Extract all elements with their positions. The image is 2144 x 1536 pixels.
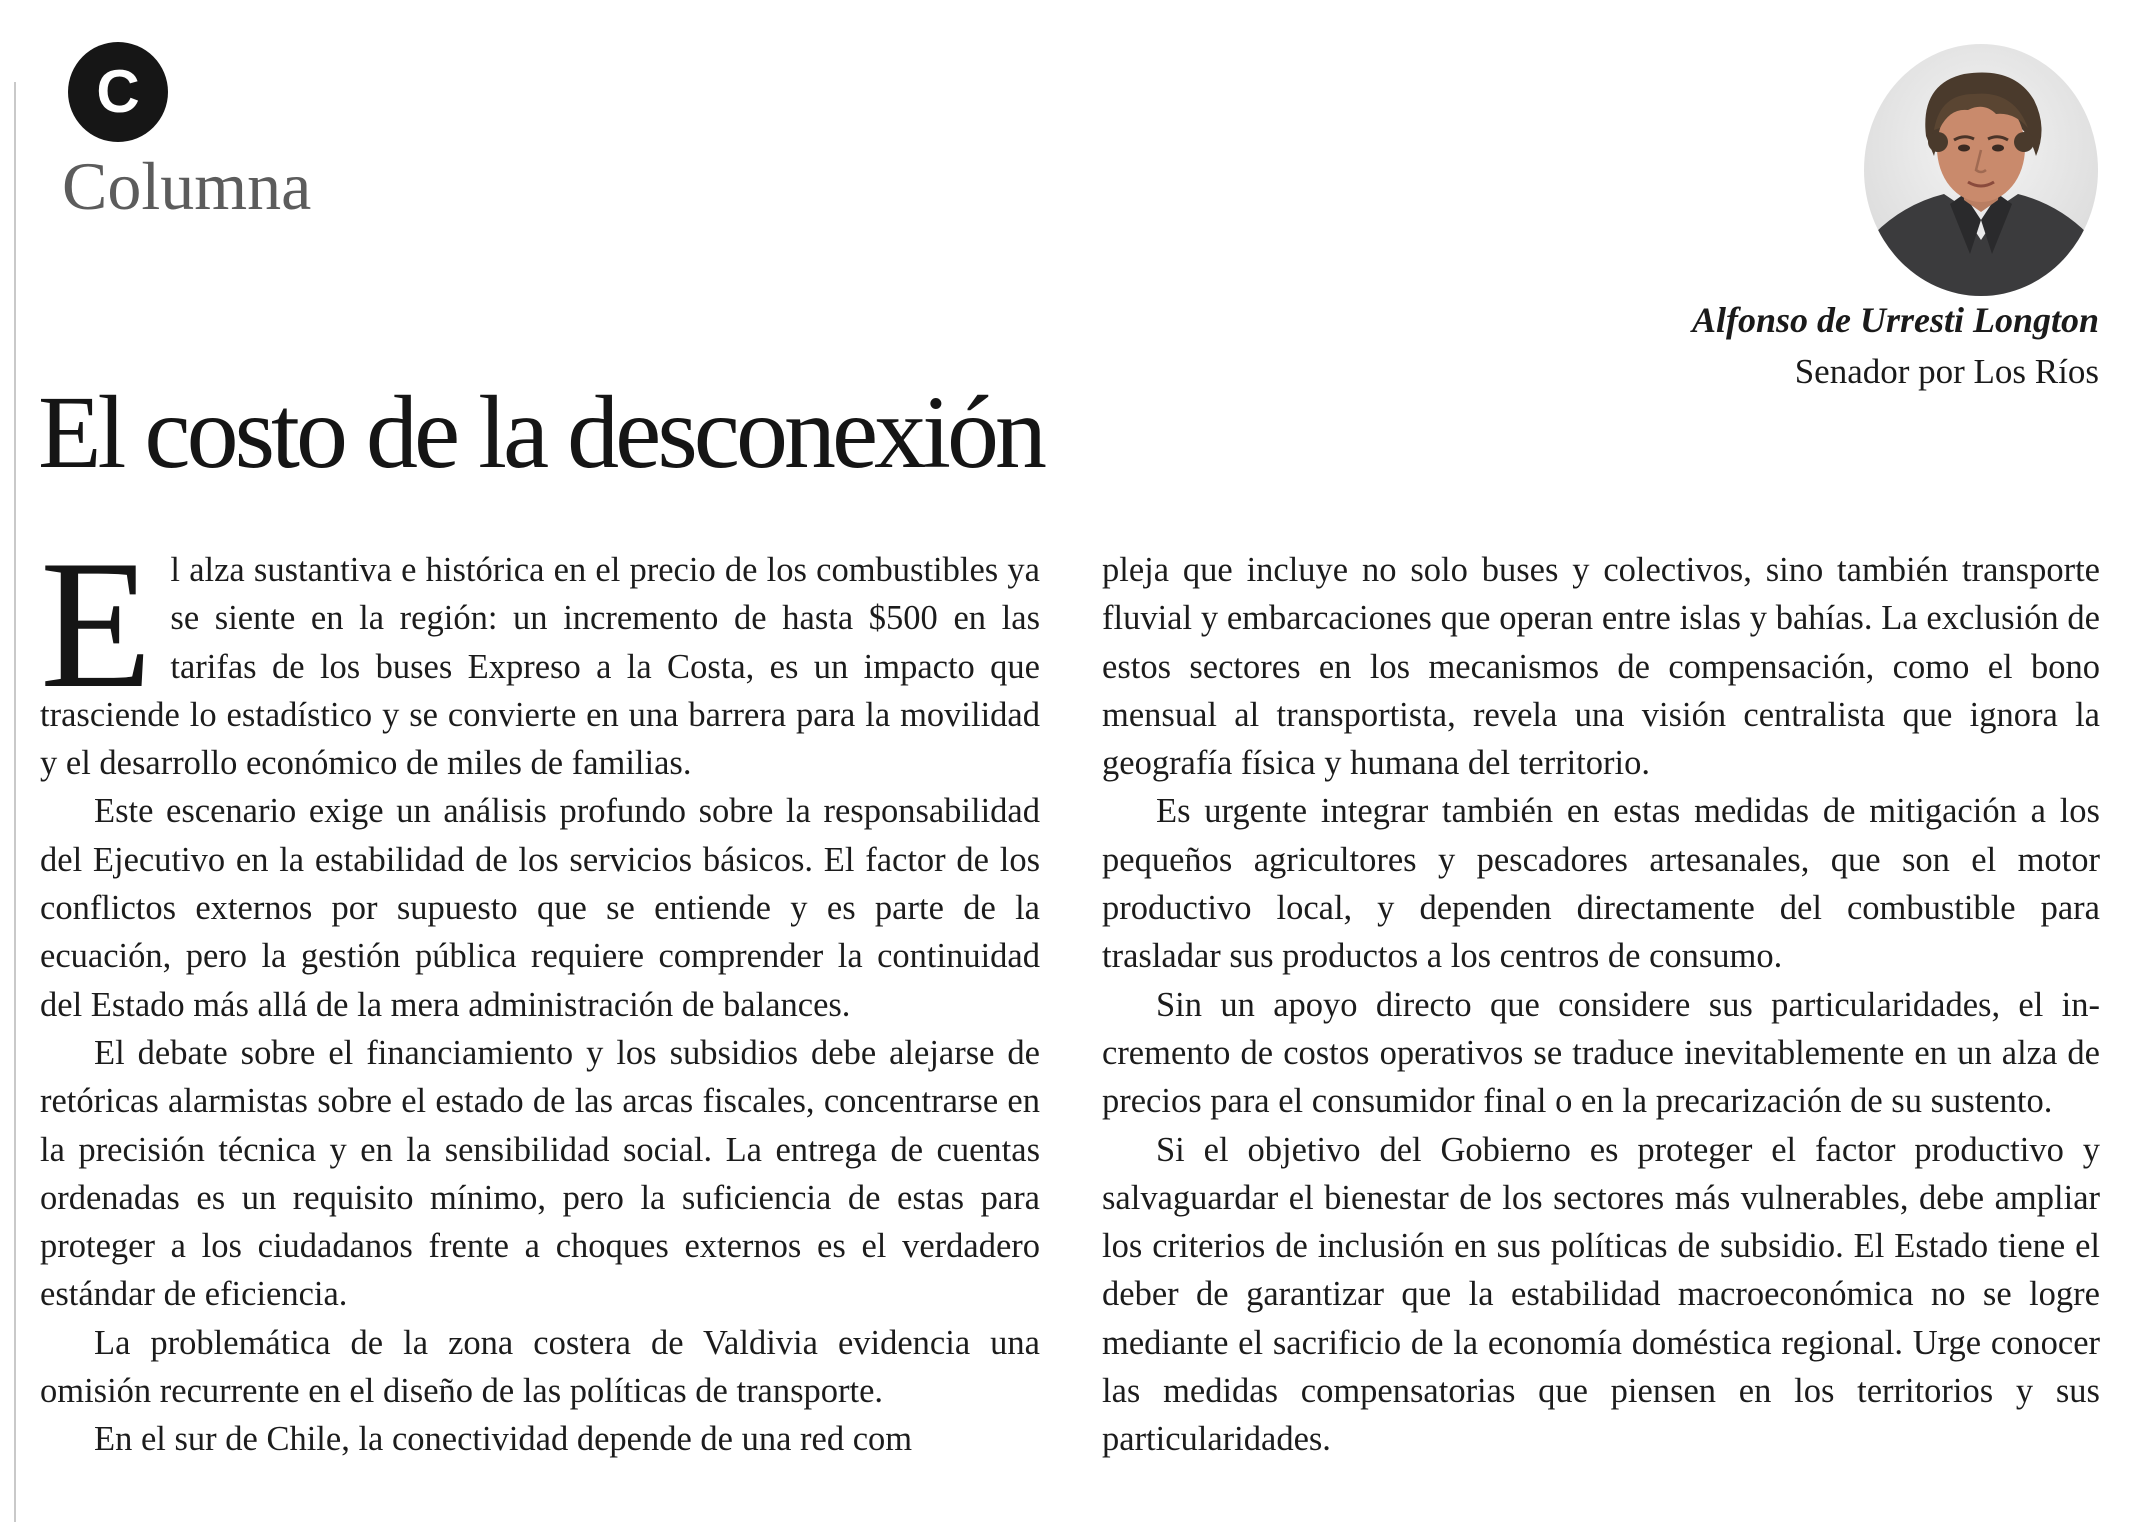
article-paragraph: La problemática de la zona costera de Valdivia evidencia una omisión recurrente en el diseño de las políticas de transporte. (40, 1323, 1040, 1411)
page-left-rule (14, 82, 16, 1522)
section-label: Columna (62, 148, 312, 224)
article-column-left (40, 522, 1040, 1464)
article-paragraph: pleja que incluye no solo buses y colectivos, sino también transporte fluvial y embarcaciones que operan entre islas y bahías. La exclusión de estos sectores en los mecanismos de compensación, como el bono mensual al transportista, revela una visión centralista que ignora la geografía física y humana del territorio. (1102, 551, 2100, 783)
article-headline: El costo de la desconexión (38, 375, 1044, 490)
article-paragraph: Si el objetivo del Gobierno es proteger el factor productivo y salvaguardar el bienestar de los sectores más vulnerables, debe ampliar los criterios de inclusión en sus políticas de subsidio. El Estado tiene el deber de garantizar que la estabilidad macroeconómica no se logre mediante el sacrificio de la economía doméstica regional. Urge conocer las medidas compensatorias que piensen en los territorios y sus particularidades. (1102, 1130, 2100, 1459)
article-paragraph: Este escenario exige un análisis profundo sobre la responsabilidad del Ejecutivo en la estabilidad de los servicios básicos. El factor de los conflictos externos por supuesto que se entiende y es parte de la ecuación, pero la gestión pública requiere comprender la continuidad del Estado más allá de la mera administración de balances. (40, 792, 1040, 1024)
article-paragraph: Es urgente integrar también en estas medidas de mitigación a los pequeños agricultores y pescadores artesanales, que son el motor productivo local, y dependen directamente del combustible para trasladar sus productos a los centros de consumo. (1102, 792, 2100, 976)
author-name: Alfonso de Urresti Longton (1691, 300, 2099, 340)
paragraph-text: l alza sustantiva e histórica en el precio de los combustibles ya se siente en la región: un incremento de hasta $500 en las tarifas de los buses Expreso a la Costa, es un impacto que trasciende lo estadístico y se convierte en una barrera para la movilidad y el desarrollo económico de miles de familias. (40, 551, 1040, 783)
article-column-right (1102, 546, 2100, 1464)
author-role: Senador por Los Ríos (1794, 352, 2099, 391)
drop-cap: E (40, 522, 153, 726)
article-paragraph: El debate sobre el financiamiento y los subsidios debe alejarse de retóricas alarmistas sobre el estado de las arcas fiscales, concentrarse en la precisión técnica y en la sensibilidad social. La entrega de cuentas ordenadas es un requisito mínimo, pero la suficiencia de estas para proteger a los ciudadanos frente a choques externos es el verdadero estándar de eficiencia. (40, 1033, 1040, 1314)
article-paragraph: Sin un apoyo directo que considere sus particularidades, el incremento de costos operativos se traduce inevitablemente en un alza de precios para el consumidor final o en la precarización de su sustento. (1102, 985, 2100, 1121)
author-portrait-icon (1864, 44, 2098, 296)
article-paragraph (40, 522, 1040, 787)
article-paragraph: En el sur de Chile, la conectividad depende de una red com (94, 1420, 913, 1459)
section-badge: C (68, 42, 168, 142)
